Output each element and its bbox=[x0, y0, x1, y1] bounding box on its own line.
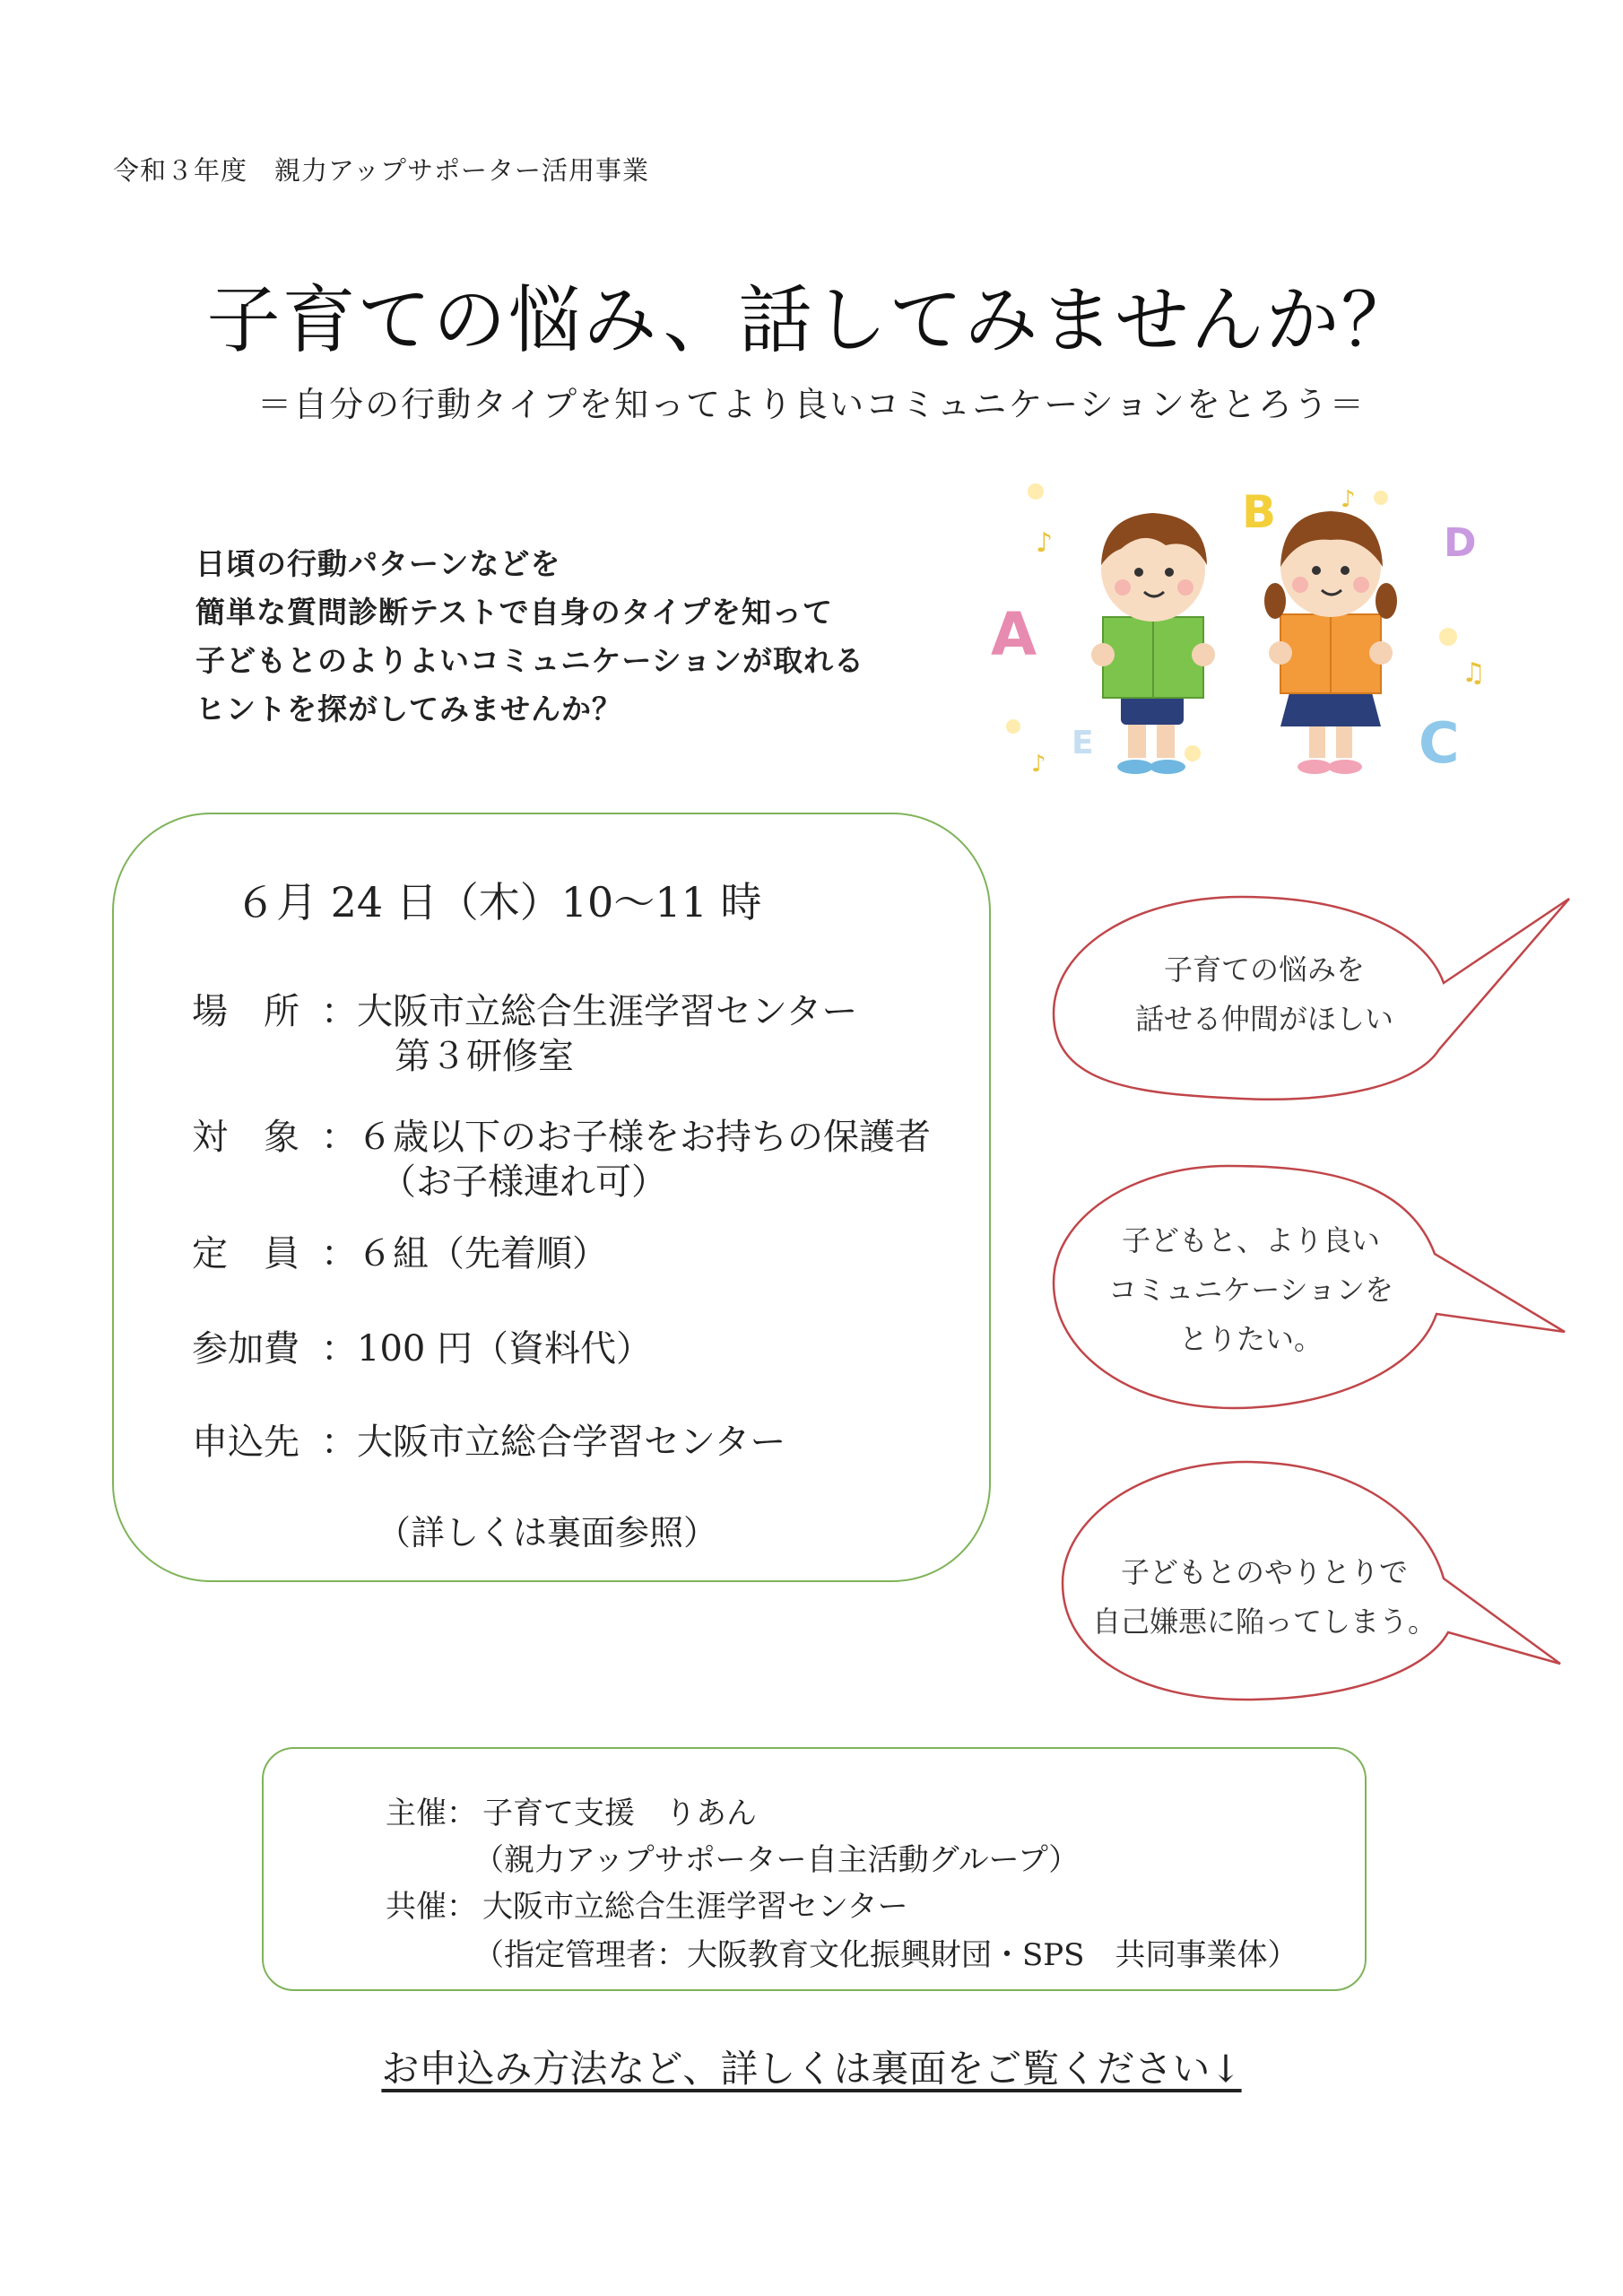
letter-e: E bbox=[1072, 725, 1094, 761]
target-value: ：６歳以下のお子様をお持ちの保護者 bbox=[321, 1117, 931, 1158]
event-date: ６月 24 日（木）10～11 時 bbox=[235, 878, 762, 926]
intro-line: ヒントを探がしてみませんか？ bbox=[195, 691, 622, 726]
speech-bubble-text-1: 子育ての悩みを 話せる仲間がほしい bbox=[1134, 952, 1393, 1036]
footer-notice bbox=[0, 2039, 1623, 2093]
fee-value: ：100 円（資料代） bbox=[321, 1328, 653, 1370]
intro-line: 日頃の行動パターンなどを bbox=[195, 546, 561, 581]
intro-text bbox=[195, 540, 864, 734]
letter-d: D bbox=[1444, 520, 1477, 566]
host-label: 主催： bbox=[386, 1796, 477, 1831]
letter-a: A bbox=[991, 600, 1037, 669]
letter-c: C bbox=[1419, 710, 1460, 776]
page-title: 子育ての悩み、話してみませんか？ bbox=[206, 278, 1417, 363]
header-line: 令和３年度 親力アップサポーター活用事業 bbox=[113, 155, 649, 186]
letter-b: B bbox=[1242, 486, 1277, 538]
capacity-label: 定 員 bbox=[192, 1233, 299, 1274]
target-label: 対 象 bbox=[192, 1117, 299, 1158]
svg-text:♫: ♫ bbox=[1462, 657, 1486, 689]
venue-label: 場 所 bbox=[192, 991, 299, 1032]
target-note: （お子様連れ可） bbox=[380, 1161, 667, 1203]
page-subtitle: ＝自分の行動タイプを知ってより良いコミュニケーションをとろう＝ bbox=[257, 385, 1366, 424]
host-name: 子育て支援 りあん bbox=[482, 1796, 757, 1831]
girl-figure bbox=[1264, 511, 1397, 774]
details-note: （詳しくは裏面参照） bbox=[377, 1513, 718, 1552]
apply-label: 申込先 bbox=[192, 1422, 299, 1463]
svg-text:♪: ♪ bbox=[1036, 527, 1054, 559]
capacity-value: ：６組（先着順） bbox=[321, 1233, 608, 1274]
intro-line: 簡単な質問診断テストで自身のタイプを知って bbox=[195, 595, 834, 630]
intro-line: 子どもとのよりよいコミュニケーションが取れる bbox=[195, 643, 865, 678]
speech-bubble-text-2: 子どもと、より良い コミュニケーションを とりたい。 bbox=[1107, 1223, 1394, 1356]
venue-room: 第３研修室 bbox=[395, 1036, 574, 1077]
venue-value: ：大阪市立総合生涯学習センター bbox=[321, 991, 858, 1032]
boy-figure bbox=[1091, 513, 1215, 774]
cohost-note: （指定管理者：大阪教育文化振興財団・SPS 共同事業体） bbox=[473, 1937, 1298, 1973]
svg-text:♪: ♪ bbox=[1031, 751, 1046, 778]
svg-text:♪: ♪ bbox=[1341, 486, 1356, 513]
apply-value: ：大阪市立総合学習センター bbox=[321, 1422, 786, 1463]
host-note: （親力アップサポーター自主活動グループ） bbox=[473, 1842, 1080, 1878]
cohost-label: 共催： bbox=[386, 1889, 477, 1925]
speech-bubble-text-3: 子どもとのやりとりで 自己嫌悪に陥ってしまう。 bbox=[1091, 1555, 1436, 1639]
fee-label: 参加費 bbox=[192, 1328, 299, 1370]
footer-text: お申込み方法など、詳しくは裏面をご覧ください↓ bbox=[381, 2047, 1242, 2091]
children-reading-illustration bbox=[986, 466, 1488, 789]
cohost-name: 大阪市立総合生涯学習センター bbox=[482, 1889, 908, 1925]
